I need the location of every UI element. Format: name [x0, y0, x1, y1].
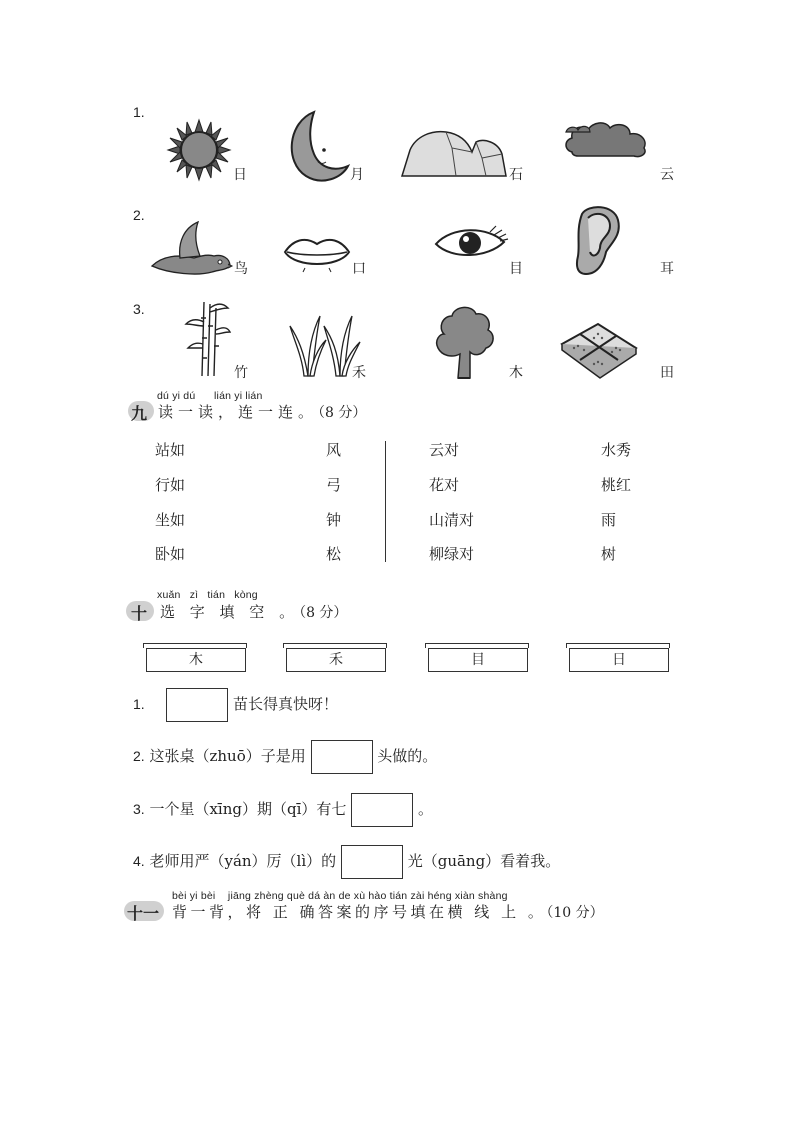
match-word[interactable]: 花对 [429, 476, 460, 494]
match-word[interactable]: 树 [601, 545, 617, 563]
section-number: 十 [131, 604, 148, 623]
word-label: 田 [660, 365, 674, 381]
match-word[interactable]: 雨 [601, 511, 617, 529]
match-word[interactable]: 钟 [326, 511, 342, 529]
match-word[interactable]: 坐如 [155, 511, 186, 529]
section-title: 背一背，将 正 确答案的序号填在横 线 上 。（10 分） [172, 903, 604, 921]
mouth-icon [283, 234, 351, 272]
question-2: 2. 这张桌（zhuō）子是用 头做的。 [133, 740, 437, 774]
row-number: 3. [133, 301, 145, 317]
word-label: 鸟 [234, 261, 248, 277]
title-pinyin: lián yi lián [214, 390, 263, 402]
choice-option[interactable]: 禾 [286, 648, 386, 672]
stone-icon [402, 128, 506, 178]
match-word[interactable]: 风 [326, 441, 342, 459]
word-label: 云 [660, 167, 674, 183]
section-title: 读一读，连一连。（8 分） [158, 403, 367, 421]
match-word[interactable]: 云对 [429, 441, 460, 459]
tree-icon [434, 304, 496, 380]
question-3: 3. 一个星（xīng）期（qī）有七 。 [133, 793, 433, 827]
question-4: 4. 老师用严（yán）厉（lì）的 光（guāng）看着我。 [133, 845, 560, 879]
row-number: 2. [133, 207, 145, 223]
choice-option[interactable]: 木 [146, 648, 246, 672]
word-label: 竹 [234, 365, 248, 381]
match-word[interactable]: 卧如 [155, 545, 186, 563]
title-pinyin: dú yi dú [157, 390, 196, 402]
word-label: 木 [509, 365, 523, 381]
column-divider [385, 441, 386, 562]
section-number: 十一 [127, 904, 160, 923]
choice-option[interactable]: 目 [428, 648, 528, 672]
word-label: 目 [509, 261, 523, 277]
eye-icon [434, 224, 510, 260]
match-word[interactable]: 水秀 [601, 441, 632, 459]
word-label: 耳 [660, 261, 674, 277]
match-word[interactable]: 弓 [326, 476, 342, 494]
match-word[interactable]: 柳绿对 [429, 545, 475, 563]
sun-icon [168, 120, 230, 180]
field-icon [558, 322, 638, 378]
word-label: 日 [233, 167, 247, 183]
choice-option[interactable]: 日 [569, 648, 669, 672]
question-1: 1. 苗长得真快呀！ [133, 688, 338, 722]
ear-icon [574, 204, 622, 276]
match-word[interactable]: 行如 [155, 476, 186, 494]
answer-box[interactable] [311, 740, 373, 774]
answer-box[interactable] [166, 688, 228, 722]
title-pinyin: xuǎn zì tián kòng [157, 589, 258, 601]
match-word[interactable]: 桃红 [601, 476, 632, 494]
answer-box[interactable] [341, 845, 403, 879]
moon-icon [284, 110, 350, 182]
title-pinyin: bèi yi bèi jiāng zhèng què dá àn de xù hào tián zài héng xiàn shàng [172, 890, 508, 902]
answer-box[interactable] [351, 793, 413, 827]
word-label: 石 [509, 167, 523, 183]
section-title: 选 字 填 空 。（8 分） [160, 603, 348, 621]
bird-icon [150, 220, 232, 276]
bamboo-icon [186, 298, 230, 378]
cloud-icon [564, 120, 648, 158]
match-word[interactable]: 山清对 [429, 511, 475, 529]
word-label: 口 [352, 261, 366, 277]
row-number: 1. [133, 104, 145, 120]
match-word[interactable]: 松 [326, 545, 342, 563]
word-label: 禾 [352, 365, 366, 381]
match-word[interactable]: 站如 [155, 441, 186, 459]
word-label: 月 [350, 167, 364, 183]
section-number: 九 [131, 404, 148, 423]
